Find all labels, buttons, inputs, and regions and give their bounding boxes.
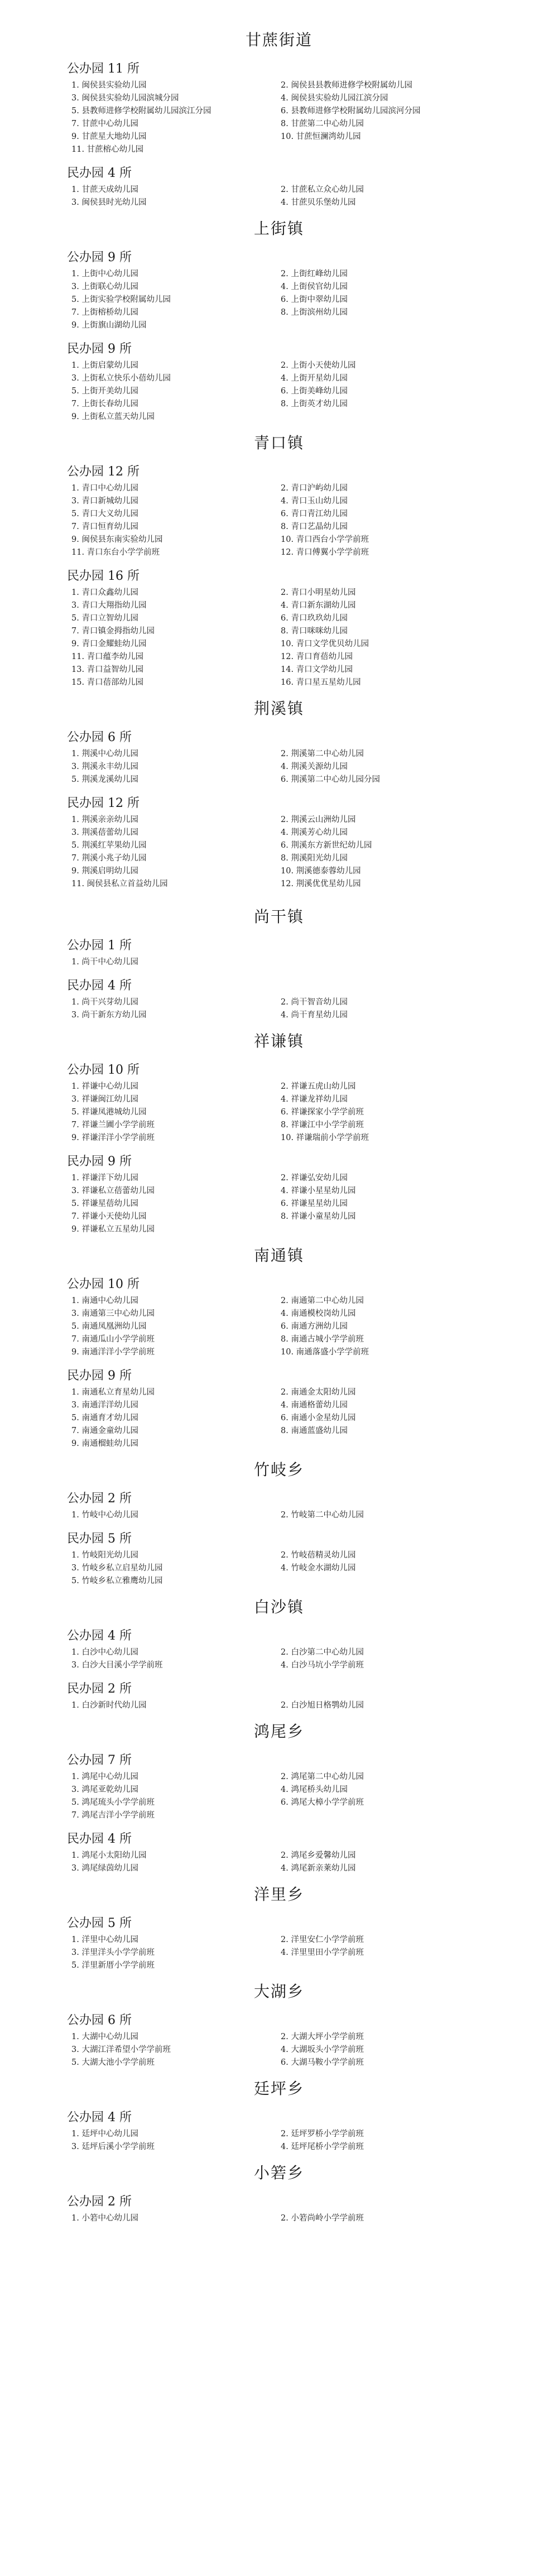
town-section	[67, 2077, 491, 2153]
group-title: 公办园 9 所	[67, 251, 132, 265]
school-item: 10. 南通落盛小学学前班	[281, 1348, 369, 1357]
school-item: 6. 青口玖玖幼儿园	[281, 614, 348, 623]
school-list	[67, 1510, 491, 1521]
school-item: 1. 小箬中心幼儿园	[71, 2214, 138, 2223]
school-list	[67, 814, 491, 890]
school-list	[67, 1934, 491, 1972]
town-title: 白沙镇	[253, 1598, 304, 1616]
school-item: 8. 上街英才幼儿园	[281, 400, 348, 408]
school-item: 7. 荆溪小兆子幼儿园	[71, 854, 147, 863]
school-item: 2. 南通金太阳幼儿园	[281, 1388, 356, 1397]
school-item: 4. 上街侯官幼儿园	[281, 282, 348, 291]
school-item: 4. 甘蔗贝乐堡幼儿园	[281, 198, 356, 207]
school-item: 9. 南通洋洋小学学前班	[71, 1348, 155, 1357]
school-item: 3. 闽侯县实验幼儿园滨城分园	[71, 94, 179, 103]
school-item: 5. 竹岐乡私立雅鹰幼儿园	[71, 1577, 163, 1585]
school-item: 3. 尚干新东方幼儿园	[71, 1011, 147, 1020]
school-item: 5. 祥谦星蓓幼儿园	[71, 1199, 138, 1208]
town-section	[67, 1243, 491, 1450]
school-item: 4. 荆溪关源幼儿园	[281, 762, 348, 771]
school-item: 1. 祥谦洋下幼儿园	[71, 1174, 138, 1183]
school-item: 3. 白沙大目溪小学学前班	[71, 1661, 163, 1670]
town-title: 甘蔗街道	[245, 31, 312, 49]
school-item: 2. 荆溪第二中心幼儿园	[281, 749, 364, 758]
school-item: 4. 大湖坂头小学学前班	[281, 2045, 364, 2054]
school-item: 4. 竹岐金水湖幼儿园	[281, 1564, 356, 1573]
town-section	[67, 1029, 491, 1236]
school-item: 8. 祥谦小童星幼儿园	[281, 1212, 356, 1221]
school-item: 10. 祥谦瑞前小学学前班	[281, 1133, 369, 1142]
school-item: 6. 祥谦星星幼儿园	[281, 1199, 348, 1208]
school-item: 3. 南通洋洋幼儿园	[71, 1401, 138, 1410]
school-item: 6. 县教师进修学校附属幼儿园滨河分园	[281, 107, 421, 116]
school-item: 10. 甘蔗恒澜湾幼儿园	[281, 132, 361, 141]
school-item: 10. 青口西台小学学前班	[281, 535, 369, 544]
school-list	[67, 268, 491, 331]
school-item: 2. 祥谦五虎山幼儿园	[281, 1082, 356, 1091]
school-list	[67, 2213, 491, 2224]
school-item: 5. 上街开美幼儿园	[71, 387, 138, 396]
school-item: 5. 青口立智幼儿园	[71, 614, 138, 623]
group-title: 公办园 6 所	[67, 730, 132, 744]
school-item: 4. 南通格蕾幼儿园	[281, 1401, 348, 1410]
school-item: 12. 青口育蓓幼儿园	[281, 652, 353, 661]
town-title: 竹岐乡	[253, 1460, 304, 1479]
school-item: 2. 祥谦弘安幼儿园	[281, 1174, 348, 1183]
town-title: 洋里乡	[253, 1885, 304, 1904]
school-item: 2. 甘蔗私立众心幼儿园	[281, 185, 364, 194]
school-group	[67, 1152, 491, 1236]
school-item: 4. 青口玉山幼儿园	[281, 497, 348, 506]
town-section	[67, 1979, 491, 2069]
school-item: 8. 荆溪阳光幼儿园	[281, 854, 348, 863]
school-item: 5. 大湖大池小学学前班	[71, 2058, 155, 2067]
school-item: 2. 鸿尾乡爱馨幼儿园	[281, 1851, 356, 1860]
school-item: 16. 青口星五星幼儿园	[281, 678, 361, 687]
school-item: 9. 荆溪启明幼儿园	[71, 867, 138, 876]
school-item: 1. 祥谦中心幼儿园	[71, 1082, 138, 1091]
school-item: 3. 祥谦闽江幼儿园	[71, 1095, 138, 1104]
town-section	[67, 1882, 491, 1972]
town-section	[67, 1458, 491, 1587]
town-title: 鸿尾乡	[253, 1722, 304, 1741]
school-group	[67, 2011, 491, 2069]
school-item: 7. 南通瓜山小学学前班	[71, 1335, 155, 1344]
town-title: 大湖乡	[253, 1982, 304, 2001]
school-item: 3. 祥谦私立蓓蕾幼儿园	[71, 1186, 155, 1195]
school-item: 3. 青口大翔指幼儿园	[71, 601, 147, 610]
school-item: 15. 青口蓓部幼儿园	[71, 678, 144, 687]
group-title: 公办园 7 所	[67, 1753, 132, 1767]
school-list	[67, 957, 491, 968]
town-title: 上街镇	[253, 219, 304, 238]
school-item: 7. 青口恒育幼儿园	[71, 522, 138, 531]
group-title: 公办园 2 所	[67, 1492, 132, 1506]
school-item: 4. 上街开星幼儿园	[281, 374, 348, 383]
school-item: 1. 南通中心幼儿园	[71, 1296, 138, 1305]
school-item: 5. 青口大义幼儿园	[71, 510, 138, 518]
school-item: 4. 祥谦龙祥幼儿园	[281, 1095, 348, 1104]
school-group	[67, 936, 491, 968]
school-item: 13. 青口益智幼儿园	[71, 665, 144, 674]
group-title: 公办园 10 所	[67, 1063, 140, 1077]
school-list	[67, 1387, 491, 1450]
school-group	[67, 1529, 491, 1587]
town-section	[67, 1719, 491, 1875]
school-item: 6. 上街中翠幼儿园	[281, 295, 348, 304]
school-list	[67, 587, 491, 689]
school-item: 4. 南通模校岗幼儿园	[281, 1309, 356, 1318]
school-item: 1. 闽侯县实验幼儿园	[71, 81, 147, 90]
school-item: 14. 青口文学幼儿园	[281, 665, 353, 674]
school-item: 7. 上街长春幼儿园	[71, 400, 138, 408]
school-item: 1. 南通私立育星幼儿园	[71, 1388, 155, 1397]
school-item: 9. 南通榴蛙幼儿园	[71, 1439, 138, 1448]
school-item: 1. 廷坪中心幼儿园	[71, 2130, 138, 2138]
school-item: 7. 上街榕桥幼儿园	[71, 308, 138, 317]
school-group	[67, 566, 491, 689]
school-item: 3. 鸿尾绿茵幼儿园	[71, 1864, 138, 1873]
school-group	[67, 1679, 491, 1712]
school-group	[67, 794, 491, 890]
town-title: 南通镇	[253, 1246, 304, 1265]
school-list	[67, 1700, 491, 1712]
school-group	[67, 728, 491, 786]
school-item: 6. 荆溪东方新世纪幼儿园	[281, 841, 372, 850]
school-group	[67, 1489, 491, 1521]
school-list	[67, 1172, 491, 1236]
school-item: 9. 祥谦私立五星幼儿园	[71, 1225, 155, 1234]
school-group	[67, 2192, 491, 2224]
school-item: 5. 鸿尾琉头小学学前班	[71, 1798, 155, 1807]
school-item: 9. 上街旗山湖幼儿园	[71, 321, 147, 330]
town-section	[67, 28, 491, 209]
school-list	[67, 2128, 491, 2153]
school-group	[67, 1275, 491, 1358]
school-list	[67, 80, 491, 156]
school-item: 1. 荆溪中心幼儿园	[71, 749, 138, 758]
school-group	[67, 1829, 491, 1875]
school-list	[67, 360, 491, 423]
school-item: 4. 白沙马坑小学学前班	[281, 1661, 364, 1670]
school-item: 5. 荆溪红苹果幼儿园	[71, 841, 147, 850]
school-item: 4. 尚干育星幼儿园	[281, 1011, 348, 1020]
school-item: 7. 祥谦兰圃小学学前班	[71, 1121, 155, 1130]
group-title: 民办园 2 所	[67, 1682, 132, 1696]
school-group	[67, 976, 491, 1021]
group-title: 公办园 12 所	[67, 465, 140, 479]
school-group	[67, 462, 491, 559]
school-item: 4. 青口新东湖幼儿园	[281, 601, 356, 610]
school-item: 10. 荆溪德泰蓉幼儿园	[281, 867, 361, 876]
town-title: 青口镇	[253, 434, 304, 452]
school-list	[67, 2031, 491, 2069]
school-item: 4. 鸿尾新亲莱幼儿园	[281, 1864, 356, 1873]
school-group	[67, 1626, 491, 1671]
group-title: 民办园 9 所	[67, 342, 132, 356]
school-item: 5. 祥谦凤港城幼儿园	[71, 1108, 147, 1117]
school-item: 7. 鸿尾吉洋小学学前班	[71, 1811, 155, 1820]
school-item: 2. 闽侯县县教师进修学校附属幼儿园	[281, 81, 412, 90]
school-group	[67, 2108, 491, 2153]
school-item: 2. 竹岐蓓精灵幼儿园	[281, 1551, 356, 1560]
school-item: 5. 荆溪龙溪幼儿园	[71, 775, 138, 784]
school-item: 2. 廷坪罗桥小学学前班	[281, 2130, 364, 2138]
group-title: 民办园 4 所	[67, 166, 132, 180]
group-title: 公办园 4 所	[67, 1629, 132, 1643]
school-item: 5. 南通凤凰洲幼儿园	[71, 1322, 147, 1331]
school-group	[67, 1751, 491, 1822]
school-list	[67, 1771, 491, 1822]
group-title: 公办园 11 所	[67, 62, 140, 76]
school-item: 8. 青口艺晶幼儿园	[281, 522, 348, 531]
school-item: 2. 白沙旭日格鹗幼儿园	[281, 1701, 364, 1710]
school-item: 11. 青口蕴李幼儿园	[71, 652, 144, 661]
school-item: 11. 闽侯县私立首益幼儿园	[71, 880, 168, 888]
school-item: 3. 闽侯县时光幼儿园	[71, 198, 147, 207]
school-item: 2. 大湖大坪小学学前班	[281, 2032, 364, 2041]
group-title: 公办园 1 所	[67, 939, 132, 953]
school-item: 4. 洋里里田小学学前班	[281, 1948, 364, 1957]
school-list	[67, 1081, 491, 1144]
school-item: 4. 荆溪芳心幼儿园	[281, 828, 348, 837]
school-item: 12. 青口傅翼小学学前班	[281, 548, 369, 557]
school-item: 9. 祥谦洋洋小学学前班	[71, 1133, 155, 1142]
school-list	[67, 483, 491, 559]
school-item: 4. 廷坪尾桥小学学前班	[281, 2142, 364, 2151]
school-item: 5. 县教师进修学校附属幼儿园滨江分园	[71, 107, 211, 116]
school-item: 1. 鸿尾中心幼儿园	[71, 1772, 138, 1781]
school-list	[67, 184, 491, 209]
town-title: 小箬乡	[253, 2164, 304, 2182]
town-section	[67, 905, 491, 1021]
school-item: 1. 白沙新时代幼儿园	[71, 1701, 147, 1710]
school-item: 6. 祥谦探家小学学前班	[281, 1108, 364, 1117]
school-item: 6. 荆溪第二中心幼儿园分园	[281, 775, 380, 784]
school-group	[67, 1914, 491, 1972]
school-item: 2. 上街红峰幼儿园	[281, 270, 348, 278]
school-list	[67, 1647, 491, 1671]
school-item: 2. 青口沪屿幼儿园	[281, 484, 348, 493]
group-title: 民办园 9 所	[67, 1369, 132, 1383]
school-item: 3. 鸿尾亚乾幼儿园	[71, 1785, 138, 1794]
school-item: 6. 南通小金星幼儿园	[281, 1414, 356, 1422]
group-title: 公办园 2 所	[67, 2195, 132, 2209]
school-item: 8. 青口咪咪幼儿园	[281, 627, 348, 636]
town-title: 尚干镇	[253, 907, 304, 926]
school-item: 12. 荆溪优优星幼儿园	[281, 880, 361, 888]
school-group	[67, 1366, 491, 1450]
school-item: 2. 荆溪云山洲幼儿园	[281, 815, 356, 824]
school-item: 1. 青口中心幼儿园	[71, 484, 138, 493]
group-title: 公办园 6 所	[67, 2013, 132, 2027]
group-title: 公办园 5 所	[67, 1916, 132, 1930]
school-group	[67, 59, 491, 156]
group-title: 民办园 4 所	[67, 979, 132, 993]
school-item: 1. 荆溪亲亲幼儿园	[71, 815, 138, 824]
school-item: 4. 闽侯县实验幼儿园江滨分园	[281, 94, 388, 103]
group-title: 民办园 9 所	[67, 1155, 132, 1169]
town-section	[67, 1595, 491, 1712]
school-item: 3. 青口新城幼儿园	[71, 497, 138, 506]
school-item: 1. 尚干兴芽幼儿园	[71, 998, 138, 1007]
school-item: 11. 甘蔗榕心幼儿园	[71, 145, 144, 154]
school-item: 7. 祥谦小天使幼儿园	[71, 1212, 147, 1221]
school-item: 1. 白沙中心幼儿园	[71, 1648, 138, 1657]
school-item: 3. 上街私立快乐小蓓幼儿园	[71, 374, 171, 383]
school-group	[67, 248, 491, 331]
school-item: 1. 甘蔗天成幼儿园	[71, 185, 138, 194]
school-item: 7. 南通金童幼儿园	[71, 1426, 138, 1435]
school-item: 8. 祥谦江中小学学前班	[281, 1121, 364, 1130]
school-item: 2. 尚干智音幼儿园	[281, 998, 348, 1007]
school-item: 6. 上街美峰幼儿园	[281, 387, 348, 396]
school-group	[67, 339, 491, 423]
school-list	[67, 997, 491, 1021]
school-item: 3. 荆溪蓓蕾幼儿园	[71, 828, 138, 837]
school-group	[67, 164, 491, 209]
school-item: 3. 上街联心幼儿园	[71, 282, 138, 291]
school-item: 1. 竹岐中心幼儿园	[71, 1511, 138, 1520]
town-section	[67, 696, 491, 890]
group-title: 公办园 10 所	[67, 1277, 140, 1291]
school-item: 3. 廷坪后溪小学学前班	[71, 2142, 155, 2151]
school-item: 2. 南通第二中心幼儿园	[281, 1296, 364, 1305]
school-item: 3. 洋里洋头小学学前班	[71, 1948, 155, 1957]
school-item: 6. 鸿尾大樟小学学前班	[281, 1798, 364, 1807]
town-title: 廷坪乡	[253, 2079, 304, 2098]
school-item: 1. 上街启蒙幼儿园	[71, 361, 138, 370]
school-item: 9. 甘蔗星大地幼儿园	[71, 132, 147, 141]
school-item: 2. 白沙第二中心幼儿园	[281, 1648, 364, 1657]
school-item: 9. 青口金耀蛙幼儿园	[71, 640, 147, 648]
school-item: 3. 竹岐乡私立启星幼儿园	[71, 1564, 163, 1573]
school-item: 9. 闽侯县东南实验幼儿园	[71, 535, 163, 544]
school-item: 2. 小箬尚岭小学学前班	[281, 2214, 364, 2223]
group-title: 民办园 12 所	[67, 796, 140, 810]
school-item: 10. 青口文学优贝幼儿园	[281, 640, 369, 648]
school-item: 1. 尚干中心幼儿园	[71, 958, 138, 967]
group-title: 民办园 4 所	[67, 1832, 132, 1846]
school-item: 8. 南通古城小学学前班	[281, 1335, 364, 1344]
school-item: 4. 祥谦小星星幼儿园	[281, 1186, 356, 1195]
town-title: 荆溪镇	[253, 699, 304, 718]
school-group	[67, 1060, 491, 1144]
school-item: 8. 南通蓝盛幼儿园	[281, 1426, 348, 1435]
school-item: 5. 上街实验学校附属幼儿园	[71, 295, 171, 304]
school-item: 9. 上街私立蓝天幼儿园	[71, 412, 155, 421]
school-item: 7. 甘蔗中心幼儿园	[71, 119, 138, 128]
school-list	[67, 1295, 491, 1358]
school-list	[67, 1550, 491, 1587]
town-title: 祥谦镇	[253, 1032, 304, 1050]
group-title: 公办园 4 所	[67, 2111, 132, 2125]
school-item: 11. 青口东台小学学前班	[71, 548, 160, 557]
school-item: 8. 上街滨州幼儿园	[281, 308, 348, 317]
school-item: 7. 青口镇金拇指幼儿园	[71, 627, 155, 636]
school-item: 3. 荆溪永丰幼儿园	[71, 762, 138, 771]
group-title: 民办园 16 所	[67, 569, 140, 583]
school-item: 5. 南通育才幼儿园	[71, 1414, 138, 1422]
school-item: 2. 青口小明星幼儿园	[281, 588, 356, 597]
school-item: 1. 青口众鑫幼儿园	[71, 588, 138, 597]
school-item: 1. 洋里中心幼儿园	[71, 1935, 138, 1944]
school-item: 5. 洋里新厝小学学前班	[71, 1961, 155, 1970]
town-section	[67, 2161, 491, 2224]
school-item: 2. 竹岐第二中心幼儿园	[281, 1511, 364, 1520]
town-section	[67, 431, 491, 689]
school-list	[67, 748, 491, 786]
school-item: 3. 南通第三中心幼儿园	[71, 1309, 155, 1318]
school-item: 1. 上街中心幼儿园	[71, 270, 138, 278]
school-item: 8. 甘蔗第二中心幼儿园	[281, 119, 364, 128]
school-item: 2. 上街小天使幼儿园	[281, 361, 356, 370]
school-item: 2. 鸿尾第二中心幼儿园	[281, 1772, 364, 1781]
school-item: 6. 南通方洲幼儿园	[281, 1322, 348, 1331]
school-list	[67, 1850, 491, 1875]
school-item: 1. 竹岐阳光幼儿园	[71, 1551, 138, 1560]
school-item: 6. 青口青江幼儿园	[281, 510, 348, 518]
school-item: 6. 大湖马鞍小学学前班	[281, 2058, 364, 2067]
school-item: 3. 大湖江洋希望小学学前班	[71, 2045, 171, 2054]
town-section	[67, 217, 491, 423]
school-item: 4. 鸿尾桥头幼儿园	[281, 1785, 348, 1794]
school-item: 1. 大湖中心幼儿园	[71, 2032, 138, 2041]
school-item: 2. 洋里安仁小学学前班	[281, 1935, 364, 1944]
school-item: 1. 鸿尾小太阳幼儿园	[71, 1851, 147, 1860]
group-title: 民办园 5 所	[67, 1532, 132, 1546]
